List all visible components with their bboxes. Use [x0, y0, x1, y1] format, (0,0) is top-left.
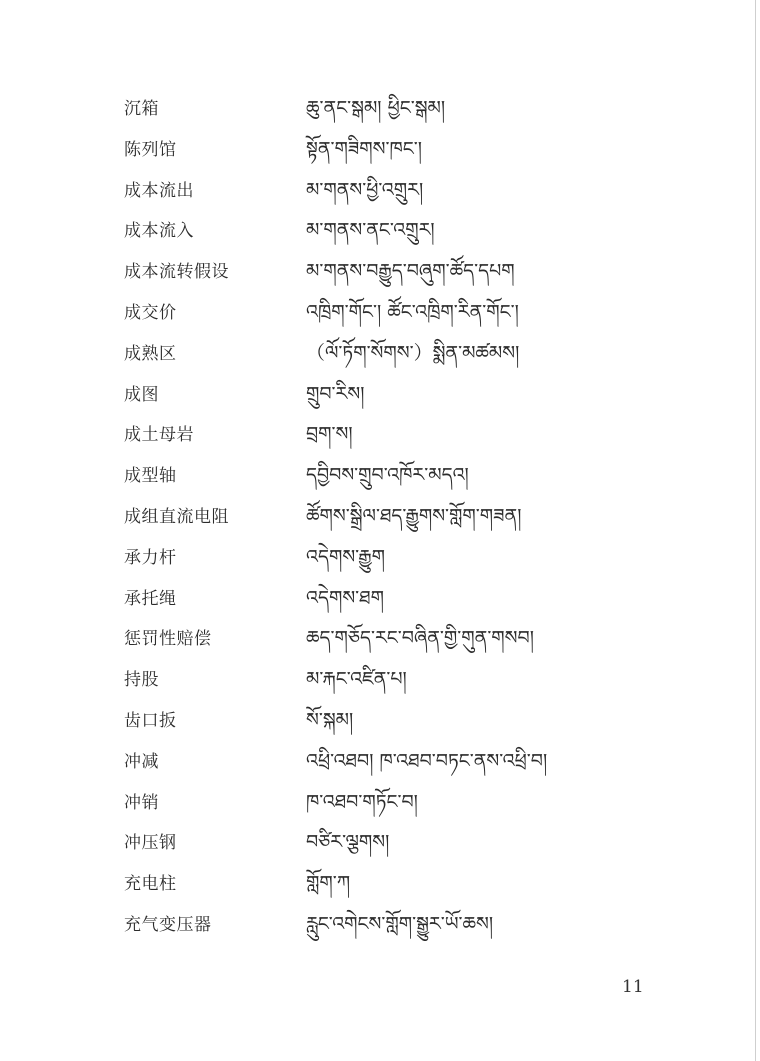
page-number: 11	[622, 977, 644, 997]
chinese-term: 成型轴	[124, 466, 177, 487]
glossary-entry	[0, 212, 760, 253]
tibetan-term: བྲག་ས།	[306, 423, 353, 446]
tibetan-term: མ་གནས་ཕྱི་འགྲུར།	[306, 178, 424, 201]
tibetan-term: འཕྲི་འཐབ། ཁ་འཐབ་བཏང་ནས་འཕྲི་བ།	[306, 749, 548, 772]
glossary-list	[0, 90, 760, 947]
glossary-entry	[0, 539, 760, 580]
glossary-entry	[0, 620, 760, 661]
glossary-entry	[0, 294, 760, 335]
glossary-entry	[0, 702, 760, 743]
glossary-entry	[0, 172, 760, 213]
tibetan-term: གྲུབ་རིས།	[306, 382, 365, 405]
glossary-entry	[0, 376, 760, 417]
glossary-entry	[0, 743, 760, 784]
glossary-entry	[0, 253, 760, 294]
chinese-term: 冲减	[124, 751, 159, 772]
tibetan-term: ཚོགས་སྒྲིལ་ཐད་རྒྱུགས་གློག་གཟན།	[306, 504, 522, 527]
chinese-term: 成熟区	[124, 343, 177, 364]
glossary-entry	[0, 784, 760, 825]
glossary-entry	[0, 416, 760, 457]
tibetan-term: མ་གནས་ནང་འགྲུར།	[306, 219, 435, 242]
glossary-entry	[0, 498, 760, 539]
tibetan-term: ཆུ་ནང་སྒམ། ཕྱིང་སྒམ།	[306, 97, 446, 119]
chinese-term: 成组直流电阻	[124, 506, 229, 527]
glossary-entry	[0, 131, 760, 172]
tibetan-term: འདེགས་རྒྱུག	[306, 545, 385, 568]
tibetan-term: སོ་སྐམ།	[306, 708, 354, 731]
tibetan-term: དབྱིབས་གྲུབ་འཁོར་མདའ།	[306, 464, 469, 487]
tibetan-term: ཁ་འཐབ་གཏོང་བ།	[306, 790, 418, 813]
chinese-term: 成图	[124, 384, 159, 405]
glossary-entry	[0, 580, 760, 621]
tibetan-term: འདེགས་ཐག	[306, 586, 385, 609]
tibetan-term: ཆད་གཅོད་རང་བཞིན་གྱི་གུན་གསབ།	[306, 627, 534, 650]
chinese-term: 充电柱	[124, 874, 177, 895]
chinese-term: 持股	[124, 670, 159, 691]
tibetan-term: བཙིར་ལྕགས།	[306, 831, 390, 854]
glossary-entry	[0, 865, 760, 906]
tibetan-term: རླུང་འགེངས་གློག་སྒྱུར་ཡོ་ཆས།	[306, 912, 494, 935]
glossary-entry	[0, 90, 760, 131]
glossary-entry	[0, 661, 760, 702]
tibetan-term: སྟོན་གཟིགས་ཁང་།	[306, 137, 422, 160]
chinese-term: 成交价	[124, 302, 177, 323]
chinese-term: 成本流出	[124, 180, 194, 201]
glossary-entry	[0, 335, 760, 376]
chinese-term: 惩罚性赔偿	[124, 629, 212, 650]
chinese-term: 沉箱	[124, 99, 159, 119]
chinese-term: 冲压钢	[124, 833, 177, 854]
chinese-term: 冲销	[124, 792, 159, 813]
chinese-term: 充气变压器	[124, 914, 212, 935]
tibetan-term: མ་རྐང་འཛིན་པ།	[306, 668, 407, 691]
chinese-term: 成土母岩	[124, 425, 194, 446]
chinese-term: 成本流转假设	[124, 262, 229, 283]
tibetan-term: འཁྲིག་གོང་། ཚོང་འཁྲིག་རིན་གོང་།	[306, 300, 519, 323]
tibetan-term: མ་གནས་བརྒྱུད་བཞུག་ཚོད་དཔག	[306, 260, 515, 283]
glossary-entry	[0, 824, 760, 865]
glossary-entry	[0, 457, 760, 498]
glossary-entry	[0, 906, 760, 947]
chinese-term: 成本流入	[124, 221, 194, 242]
tibetan-term: （ལོ་ཏོག་སོགས་）སྨིན་མཚམས།	[306, 341, 520, 364]
chinese-term: 齿口扳	[124, 710, 177, 731]
chinese-term: 承力杆	[124, 547, 177, 568]
chinese-term: 承托绳	[124, 588, 177, 609]
tibetan-term: གློག་ཀ	[306, 872, 351, 895]
chinese-term: 陈列馆	[124, 139, 177, 160]
